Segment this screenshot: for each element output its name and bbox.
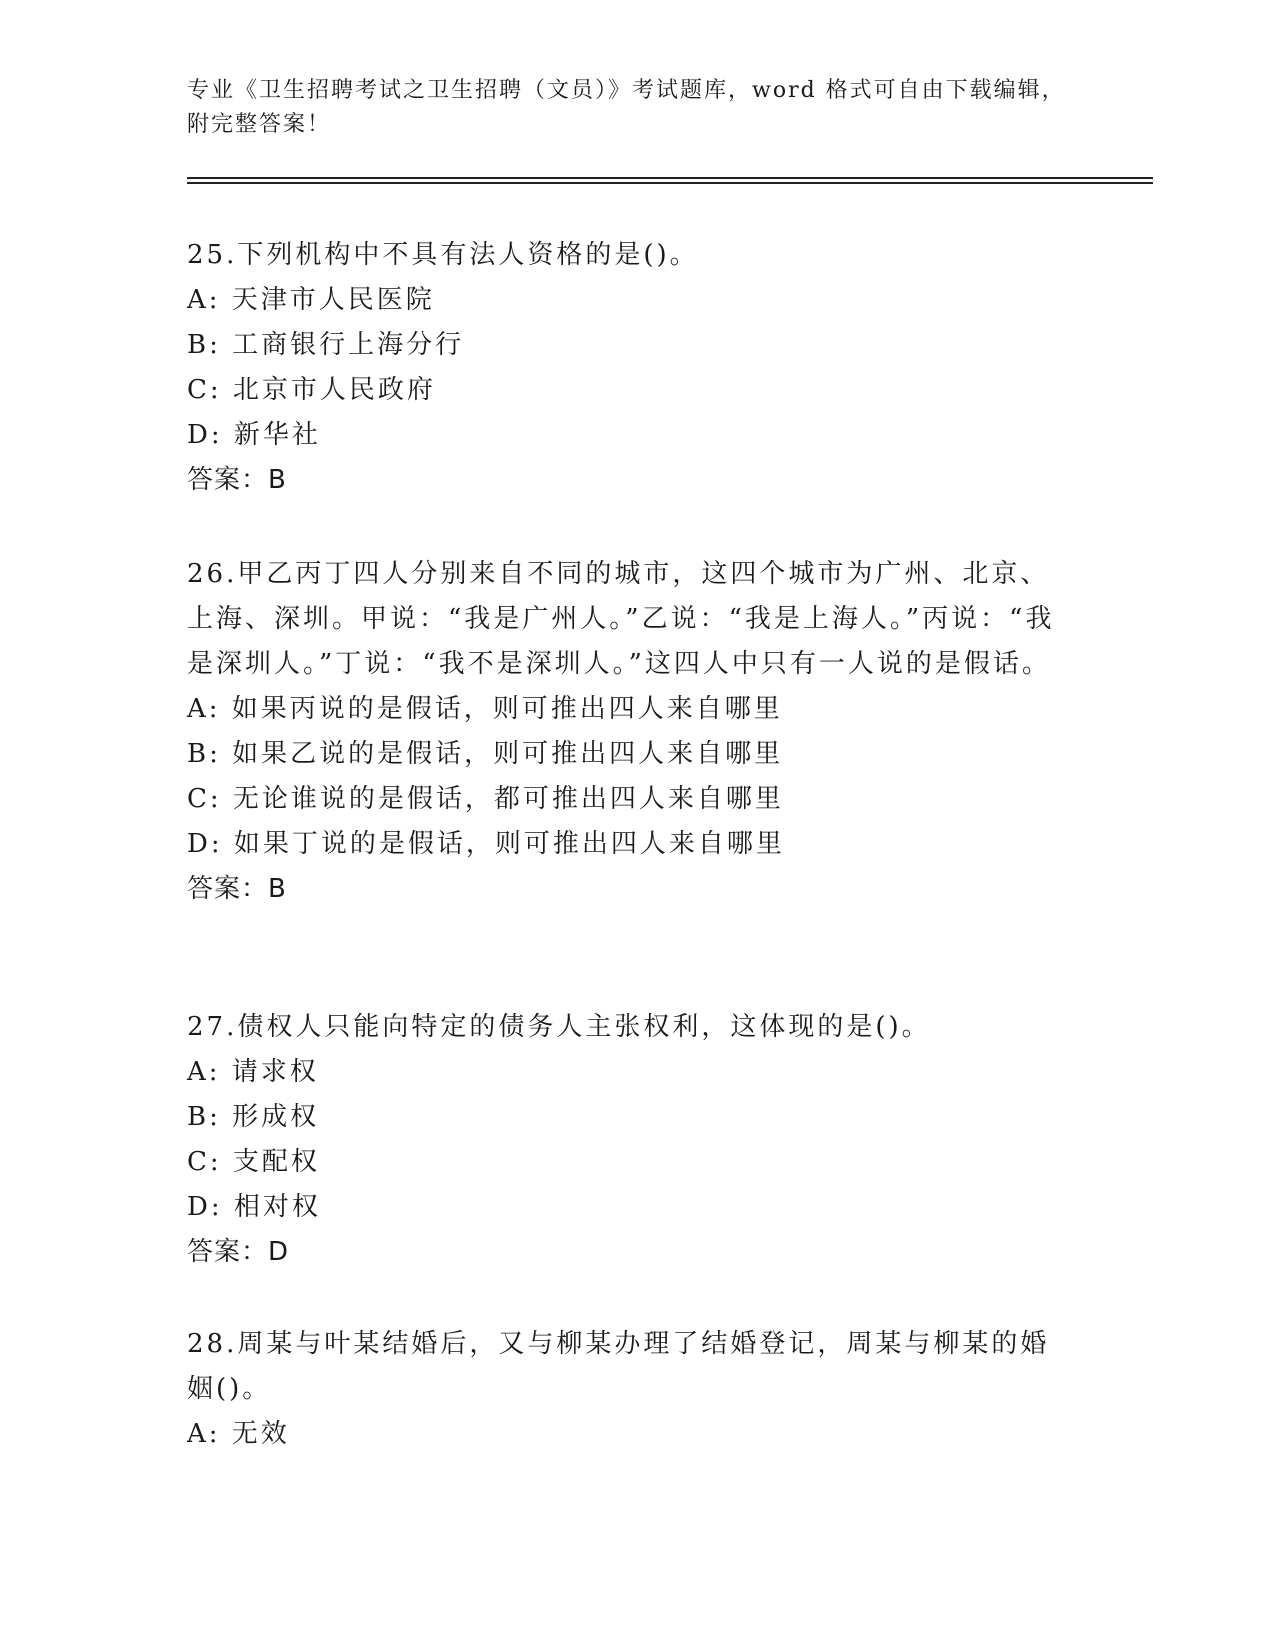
option-b: B: 工商银行上海分行 (187, 330, 465, 360)
answer: 答案：B (187, 874, 287, 904)
header-text: 专业《卫生招聘考试之卫生招聘（文员）》考试题库，word 格式可自由下载编辑，附完整答案！ (187, 78, 1066, 137)
option-c: C: 支配权 (187, 1147, 320, 1177)
question-stem: 27.债权人只能向特定的债务人主张权利，这体现的是()。 (187, 1012, 931, 1042)
option-d: D: 相对权 (187, 1192, 321, 1222)
question-stem: 28.周某与叶某结婚后，又与柳某办理了结婚登记，周某与柳某的婚姻()。 (187, 1329, 1050, 1404)
answer: 答案：B (187, 465, 287, 495)
option-d: D: 新华社 (187, 420, 321, 450)
header-divider-top (187, 177, 1153, 179)
option-b: B: 如果乙说的是假话，则可推出四人来自哪里 (187, 739, 784, 769)
answer: 答案：D (187, 1237, 290, 1267)
question-stem: 25.下列机构中不具有法人资格的是()。 (187, 240, 699, 270)
option-c: C: 北京市人民政府 (187, 375, 436, 405)
question-27 (187, 1005, 1067, 1275)
question-25 (187, 233, 1067, 503)
header-divider-bottom (187, 182, 1153, 184)
question-28 (187, 1322, 1067, 1457)
option-a: A: 天津市人民医院 (187, 285, 435, 315)
option-a: A: 如果丙说的是假话，则可推出四人来自哪里 (187, 694, 783, 724)
question-stem: 26.甲乙丙丁四人分别来自不同的城市，这四个城市为广州、北京、上海、深圳。甲说：“我是广州人。”乙说：“我是上海人。”丙说：“我是深圳人。”丁说：“我不是深圳人。”这四人中只有一人说的是假话。 (187, 559, 1055, 679)
option-c: C: 无论谁说的是假话，都可推出四人来自哪里 (187, 784, 784, 814)
option-a: A: 无效 (187, 1419, 290, 1449)
option-b: B: 形成权 (187, 1102, 320, 1132)
question-26 (187, 552, 1067, 912)
option-d: D: 如果丁说的是假话，则可推出四人来自哪里 (187, 829, 785, 859)
option-a: A: 请求权 (187, 1057, 319, 1087)
